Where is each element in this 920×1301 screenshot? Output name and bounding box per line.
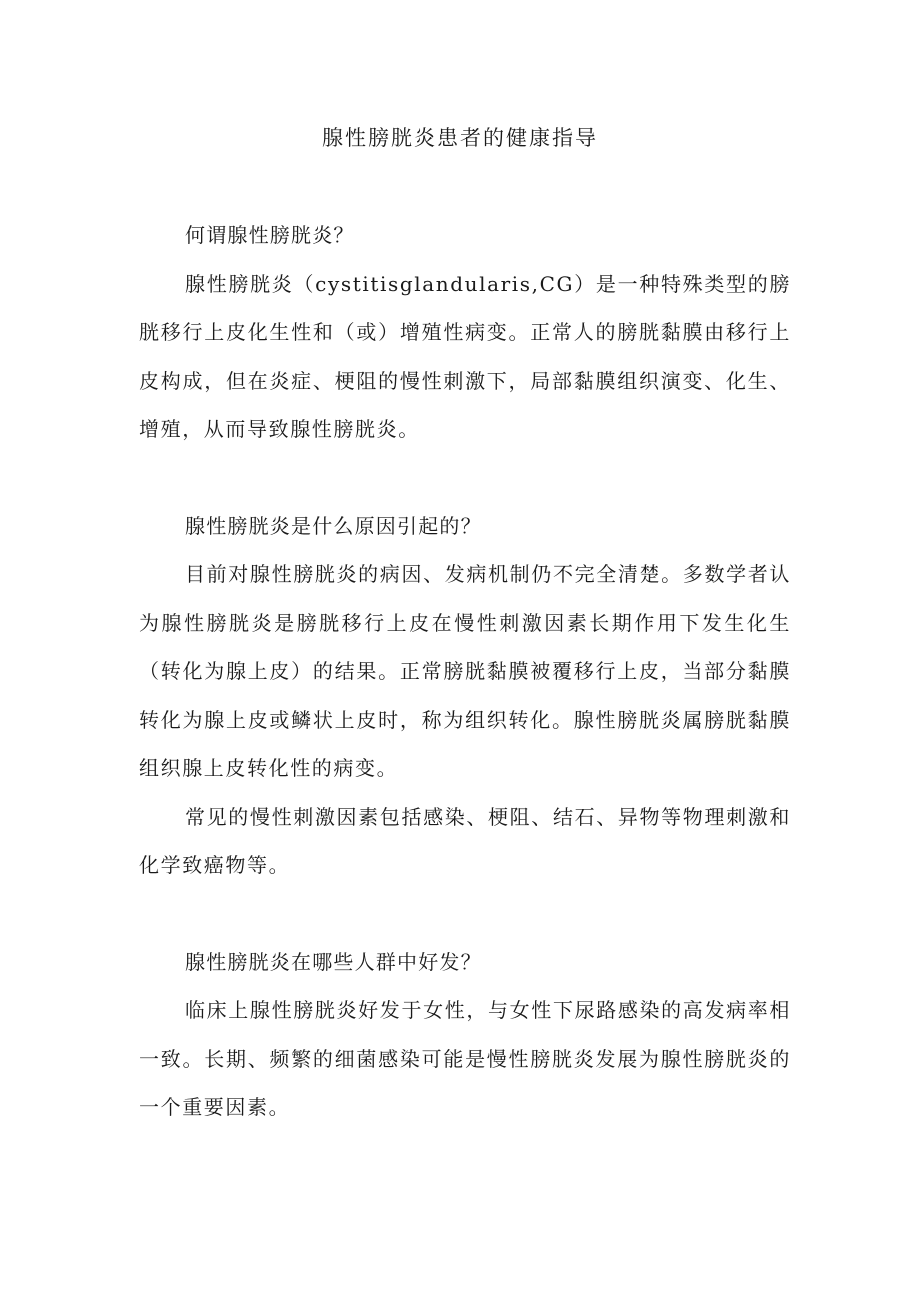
section-question: 何谓腺性膀胱炎？ (185, 223, 355, 247)
paragraph: 临床上腺性膀胱炎好发于女性，与女性下尿路感染的高发病率相一致。长期、频繁的细菌感染可能是慢性膀胱炎发展为腺性膀胱炎的一个重要因素。 (139, 998, 791, 1119)
document-body (139, 211, 791, 1132)
paragraph: 常见的慢性刺激因素包括感染、梗阻、结石、异物等物理刺激和化学致癌物等。 (139, 804, 791, 877)
section-spacer (139, 890, 791, 938)
document-title: 腺性膀胱炎患者的健康指导 (322, 126, 598, 150)
section-definition (139, 211, 791, 454)
section-population (139, 938, 791, 1132)
section-question: 腺性膀胱炎是什么原因引起的？ (185, 513, 482, 538)
section-question: 腺性膀胱炎在哪些人群中好发？ (185, 949, 482, 974)
paragraph: 目前对腺性膀胱炎的病因、发病机制仍不完全清楚。多数学者认为腺性膀胱炎是膀胱移行上皮在慢性刺激因素长期作用下发生化生（转化为腺上皮）的结果。正常膀胱黏膜被覆移行上皮，当部分黏膜转化为腺上皮或鳞状上皮时，称为组织转化。腺性膀胱炎属膀胱黏膜组织腺上皮转化性的病变。 (139, 562, 791, 780)
section-cause (139, 502, 791, 890)
section-spacer (139, 454, 791, 502)
paragraph: 腺性膀胱炎（cystitisglandularis,CG）是一种特殊类型的膀胱移行上皮化生性和（或）增殖性病变。正常人的膀胱黏膜由移行上皮构成，但在炎症、梗阻的慢性刺激下，局部黏膜组织演变、化生、增殖，从而导致腺性膀胱炎。 (139, 271, 791, 441)
